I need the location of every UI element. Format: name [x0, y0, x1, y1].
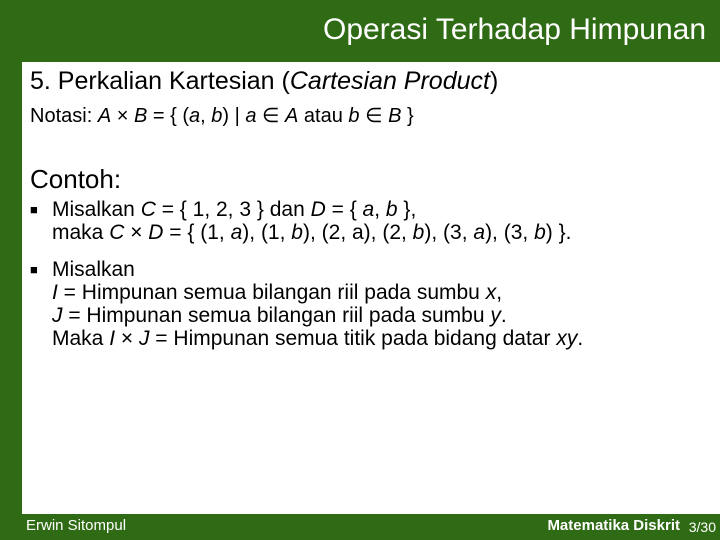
example-var: x: [485, 281, 497, 304]
example-text: = { 1, 2, 3 } dan: [155, 198, 311, 221]
heading-prefix: 5. Perkalian Kartesian (: [30, 67, 290, 95]
notation-text: ∈: [256, 105, 286, 127]
slide-title: Operasi Terhadap Himpunan: [322, 13, 706, 46]
example-var: D: [148, 221, 164, 244]
example-text: = Himpunan semua titik pada bidang datar: [149, 327, 557, 350]
example-heading: Contoh:: [30, 164, 122, 194]
notation-text: ×: [111, 105, 134, 127]
example-var: D: [310, 198, 326, 221]
example-text: ×: [124, 221, 149, 244]
example-text: ,: [374, 198, 386, 221]
example-2-line-1: [30, 258, 583, 281]
slide-content: [22, 62, 720, 514]
example-var: J: [52, 304, 63, 327]
notation-var: a: [245, 105, 257, 127]
example-var: b: [385, 198, 398, 221]
example-var: b: [291, 221, 303, 244]
example-var: a: [473, 221, 486, 244]
example-var: a: [230, 221, 243, 244]
notation-var: a: [189, 105, 201, 127]
notation-var: b: [211, 105, 223, 127]
example-text: = {: [325, 198, 363, 221]
notation-var: B: [133, 105, 148, 127]
example-2: [30, 258, 583, 350]
example-var: b: [412, 221, 425, 244]
example-text: },: [397, 198, 417, 221]
heading-suffix: ): [489, 67, 499, 95]
example-1-line-1: [30, 198, 571, 221]
example-text: maka: [52, 221, 110, 244]
example-text: ), (3,: [485, 221, 535, 244]
example-var: J: [138, 327, 150, 350]
example-text: Misalkan: [52, 198, 141, 221]
notation-var: b: [348, 105, 360, 127]
example-2-line-3: [30, 304, 583, 327]
example-text: = Himpunan semua bilangan riil pada sumbu: [62, 304, 491, 327]
example-text: ), (3,: [424, 221, 474, 244]
notation-text: ) |: [222, 105, 246, 127]
notation-line: [30, 104, 414, 128]
example-text: ), (1,: [242, 221, 292, 244]
example-var: y: [490, 304, 501, 327]
notation-text: ,: [200, 105, 212, 127]
example-text: ), (2, a), (2,: [302, 221, 413, 244]
notation-var: A: [97, 105, 112, 127]
example-text: ,: [496, 281, 503, 304]
page-number: 3/30: [688, 519, 716, 535]
example-1-line-2: [30, 221, 571, 244]
notation-text: atau: [298, 105, 349, 127]
notation-text: }: [401, 105, 414, 127]
notation-var: B: [388, 105, 402, 127]
section-heading: [30, 66, 498, 96]
footer-course: Matematika Diskrit: [547, 517, 680, 534]
heading-italic: Cartesian Product: [289, 67, 490, 95]
example-text: .: [500, 304, 507, 327]
notation-text: Notasi:: [30, 105, 98, 127]
notation-text: = { (: [147, 105, 189, 127]
example-var: C: [109, 221, 125, 244]
example-var: I: [52, 281, 58, 304]
bullet-icon: ■: [30, 202, 38, 217]
bullet-icon: ■: [30, 262, 38, 277]
example-text: Maka: [52, 327, 110, 350]
example-var: I: [109, 327, 116, 350]
example-text: .: [577, 327, 584, 350]
notation-var: A: [285, 105, 299, 127]
example-var: xy: [556, 327, 578, 350]
example-text: ) }.: [545, 221, 572, 244]
example-text: Misalkan: [52, 258, 135, 281]
example-2-line-4: [30, 327, 583, 350]
notation-text: ∈: [359, 105, 389, 127]
example-text: = Himpunan semua bilangan riil pada sumbu: [57, 281, 486, 304]
example-text: ×: [115, 327, 139, 350]
example-2-line-2: [30, 281, 583, 304]
example-1: [30, 198, 571, 244]
example-var: b: [534, 221, 546, 244]
footer-author: Erwin Sitompul: [26, 517, 127, 534]
example-var: C: [140, 198, 156, 221]
example-text: = { (1,: [163, 221, 231, 244]
example-var: a: [362, 198, 375, 221]
